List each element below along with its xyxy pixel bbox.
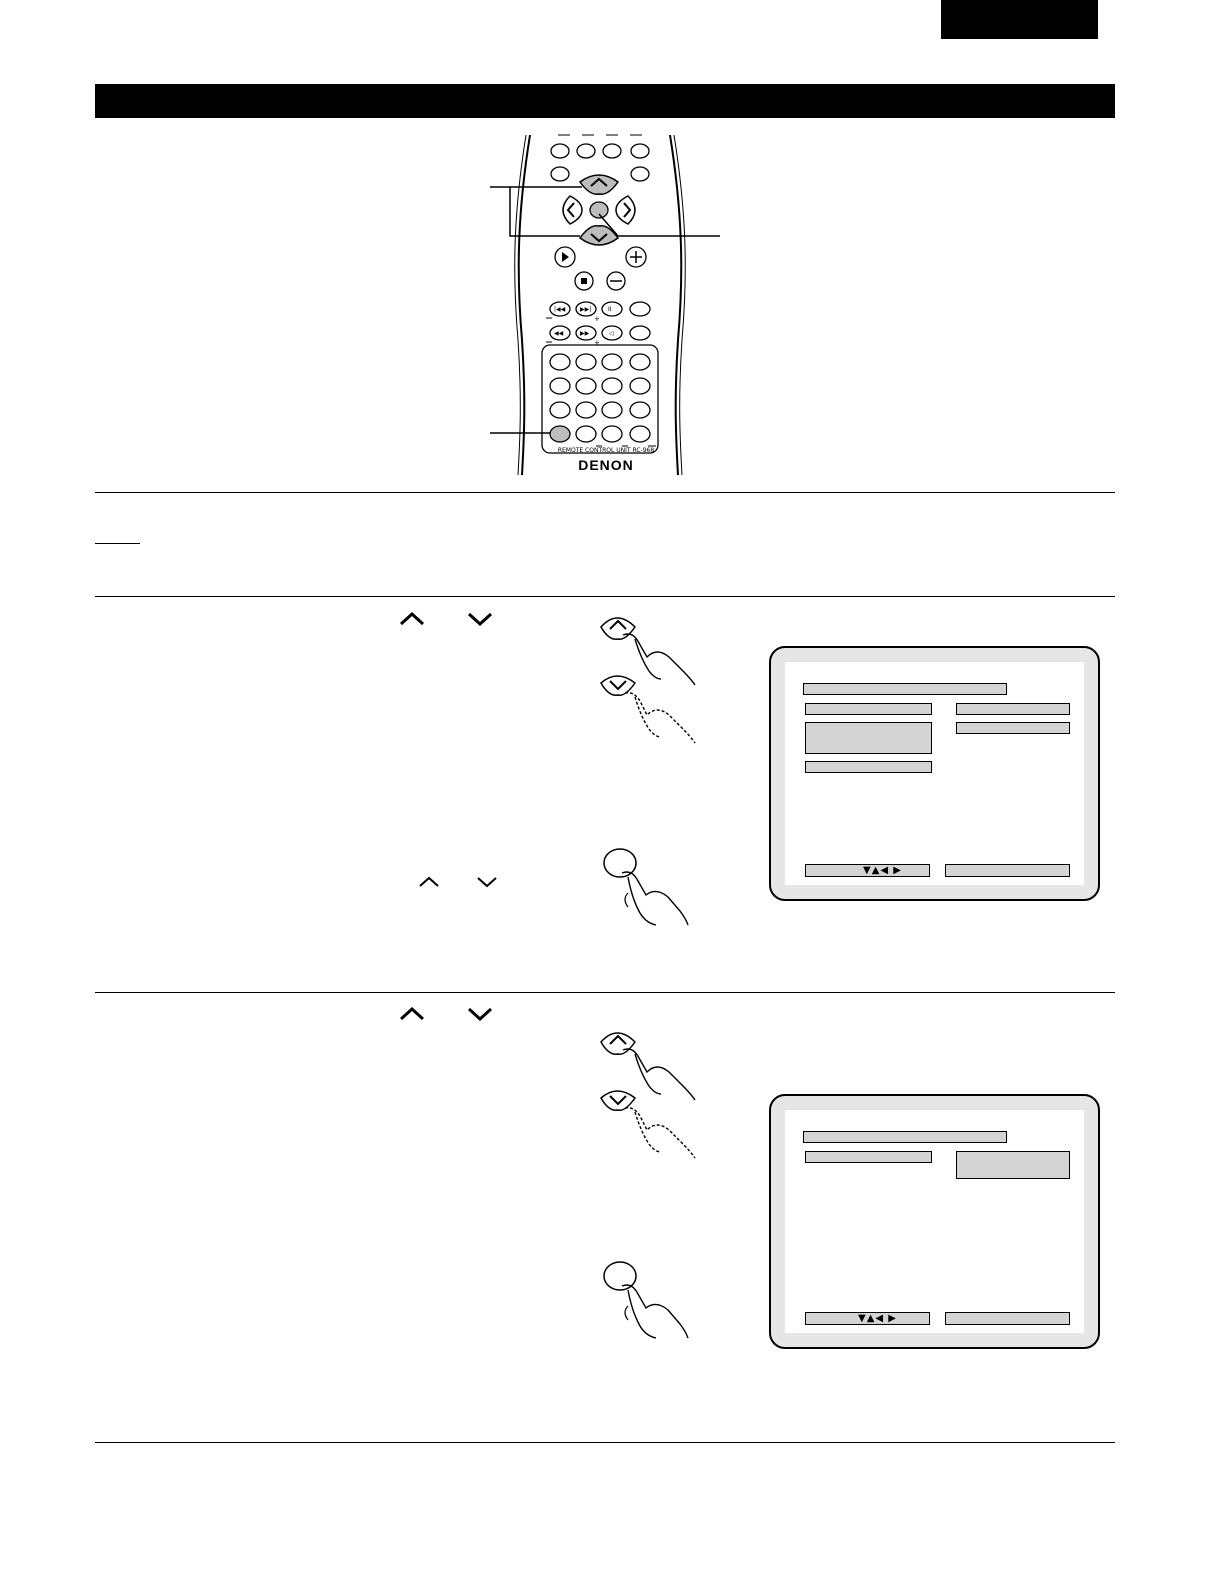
cursor-down-icon-2 (466, 1006, 494, 1022)
osd-nav-bar (805, 864, 930, 877)
osd-nav-arrows: ▼▲◀ ▶ (863, 865, 902, 876)
section-header-band (95, 84, 1115, 118)
osd-screen-1 (769, 646, 1100, 901)
cursor-up-button (580, 175, 618, 194)
osd-status-bar-2 (945, 1312, 1070, 1325)
divider-4 (95, 1442, 1115, 1443)
hand-press-enter-icon-2 (598, 1256, 698, 1356)
cursor-up-small-icon (418, 876, 440, 888)
divider-3 (95, 992, 1115, 993)
svg-text:◁: ◁ (609, 330, 614, 337)
svg-text:▶▶: ▶▶ (580, 330, 590, 337)
osd-title-bar-2 (803, 1131, 1007, 1143)
osd-menu-item-3 (805, 761, 932, 773)
osd-menu-item-2-1 (805, 1151, 932, 1163)
osd-screen-1-display (785, 662, 1084, 885)
remote-brand-logo: DENON (578, 457, 634, 473)
hand-press-cursor-icon-2 (595, 1020, 705, 1175)
osd-option-2 (956, 722, 1070, 734)
svg-text:II: II (608, 306, 612, 313)
svg-text:+: + (594, 339, 600, 347)
osd-option-1 (956, 703, 1070, 715)
osd-screen-2-display (785, 1110, 1084, 1333)
cursor-down-small-icon (476, 876, 498, 888)
svg-text:+: + (594, 315, 600, 323)
setup-button (550, 426, 570, 442)
osd-screen-2 (769, 1094, 1100, 1349)
cursor-up-icon (398, 611, 426, 627)
osd-nav-arrows-2: ▼▲◀ ▶ (858, 1313, 897, 1324)
svg-text:◀◀: ◀◀ (554, 330, 564, 337)
divider-1 (95, 492, 1115, 493)
osd-title-bar (803, 683, 1007, 695)
osd-option-selected (956, 1151, 1070, 1179)
cursor-up-icon-2 (398, 1006, 426, 1022)
osd-menu-item-2-selected (805, 722, 932, 754)
note-underline (95, 543, 140, 544)
svg-text:▶▶|: ▶▶| (580, 306, 592, 313)
hand-press-cursor-icon (595, 605, 705, 760)
page-tab (941, 0, 1098, 39)
hand-press-enter-icon (598, 843, 698, 943)
cursor-down-icon (466, 611, 494, 627)
svg-text:|◀◀: |◀◀ (554, 306, 566, 313)
remote-control-illustration (490, 130, 730, 475)
osd-nav-bar-2 (805, 1312, 930, 1325)
remote-model-caption: REMOTE CONTROL UNIT RC-968 (557, 447, 655, 454)
osd-menu-item-1 (805, 703, 932, 715)
enter-button (590, 202, 608, 218)
divider-2 (95, 596, 1115, 597)
osd-status-bar (945, 864, 1070, 877)
